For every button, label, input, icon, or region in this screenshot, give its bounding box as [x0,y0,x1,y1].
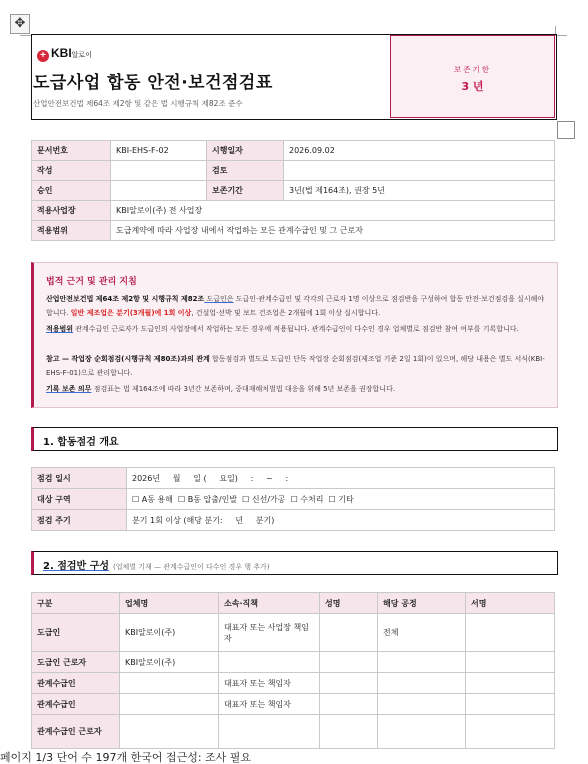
retention-box [390,35,555,118]
site-label: 적용사업장 [32,201,111,221]
table-row [32,614,555,652]
site-value[interactable]: KBI알로이(주) 전 사업장 [111,201,555,221]
legal-text: , 건설업·선박 및 보트 건조업은 2개월에 1회 이상 실시합니다. [191,309,381,317]
section-2-header [31,551,558,575]
table-cell[interactable] [120,694,219,715]
effective-value[interactable]: 2026.09.02 [284,141,555,161]
retention-value: 3 년 [461,80,484,93]
date-label: 점검 일시 [32,468,127,489]
column-header: 구분 [32,593,120,614]
section-2-title-text: 2. 점검반 구성 [43,561,110,572]
table-cell[interactable]: 대표자 또는 사업장 책임자 [219,614,320,652]
legal-paragraph-2 [46,322,547,336]
period-value[interactable]: 3년(법 제164조), 권장 5년 [284,181,555,201]
status-bar: 페이지 1/3 단어 수 197개 한국어 접근성: 조사 필요 [0,749,588,764]
company-logo: + KBI알로이 [37,46,92,62]
column-header: 업체명 [120,593,219,614]
table-row [32,715,555,749]
section-2-note: (업체별 기재 — 관계수급인이 다수인 경우 행 추가) [113,563,270,571]
table-cell[interactable]: KBI알로이(주) [120,614,219,652]
table-row [32,694,555,715]
legal-highlight: 일반 제조업은 분기(3개월)에 1회 이상 [70,309,192,317]
row-label: 관계수급인 [32,694,120,715]
table-row [32,201,555,221]
writer-label: 작성 [32,161,111,181]
table-cell[interactable] [320,652,378,673]
legal-ref: 참고 — 작업장 순회점검(시행규칙 제80조)과의 관계 [46,355,210,363]
writer-value[interactable] [111,161,207,181]
area-label: 대상 구역 [32,489,127,510]
table-cell[interactable] [378,715,466,749]
table-row [32,468,555,489]
column-header: 서명 [466,593,555,614]
inspection-team-table [31,592,555,749]
table-row [32,161,555,181]
table-cell[interactable] [320,673,378,694]
table-row [32,510,555,531]
document-subtitle: 산업안전보건법 제64조 제2항 및 같은 법 시행규칙 제82조 준수 [33,99,243,108]
column-header: 소속·직책 [219,593,320,614]
review-value[interactable] [284,161,555,181]
section-1-header [31,427,558,451]
overview-table [31,467,555,531]
approve-value[interactable] [111,181,207,201]
cycle-label: 점검 주기 [32,510,127,531]
table-cell[interactable] [320,694,378,715]
table-row [32,489,555,510]
table-row [32,141,555,161]
legal-text: 도급인·관계수급인 및 각각의 근로자 1명 이상으로 점검반을 구성하여 합동 안전·보건점검을 실시해야 합니다. [46,295,545,317]
period-label: 보존기간 [207,181,284,201]
row-label: 도급인 [32,614,120,652]
table-row [32,652,555,673]
column-header: 성명 [320,593,378,614]
review-label: 검토 [207,161,284,181]
table-cell[interactable] [120,673,219,694]
legal-title: 법적 근거 및 관리 지침 [46,277,137,287]
legal-text: 관계수급인 근로자가 도급인의 사업장에서 작업하는 모든 경우에 적용됩니다. 관계수급인이 다수인 경우 업체별로 점검반 참여 여부를 기록합니다. [73,325,519,333]
legal-paragraph-1 [46,292,547,320]
table-resize-handle[interactable] [557,121,575,139]
legal-paragraph-3 [46,352,547,380]
table-move-handle-icon[interactable]: ✥ [10,14,30,34]
table-cell[interactable] [378,694,466,715]
section-2-title [43,557,270,572]
section-1-title: 1. 합동점검 개요 [43,437,119,448]
table-cell[interactable] [378,652,466,673]
table-cell[interactable] [466,715,555,749]
table-cell[interactable]: 대표자 또는 책임자 [219,694,320,715]
effective-label: 시행일자 [207,141,284,161]
table-cell[interactable] [466,673,555,694]
doc-no-value[interactable]: KBI-EHS-F-02 [111,141,207,161]
doc-no-label: 문서번호 [32,141,111,161]
margin-mark-left [20,35,31,36]
table-cell[interactable] [378,673,466,694]
table-cell[interactable] [320,614,378,652]
column-header: 해당 공정 [378,593,466,614]
table-row [32,181,555,201]
approve-label: 승인 [32,181,111,201]
legal-text: 점검표는 법 제164조에 따라 3년간 보존하며, 중대재해처벌법 대응을 위해 5년 보존을 권장합니다. [91,385,396,393]
table-row [32,221,555,241]
table-cell[interactable] [466,694,555,715]
table-cell[interactable]: 전체 [378,614,466,652]
document-title: 도급사업 합동 안전·보건점검표 [33,73,273,93]
table-header-row [32,593,555,614]
legal-text: 합동점검과 별도로 도급인 단독 작업장 순회점검(제조업 기준 2일 1회)이 있으며, 해당 내용은 별도 서식(KBI-EHS-F-01)으로 관리합니다. [46,355,545,377]
table-cell[interactable]: 대표자 또는 책임자 [219,673,320,694]
table-cell[interactable]: KBI알로이(주) [120,652,219,673]
table-cell[interactable] [320,715,378,749]
table-cell[interactable] [466,614,555,652]
legal-ref: 산업안전보건법 제64조 제2항 및 시행규칙 제82조 [46,295,205,303]
scope-label: 적용범위 [32,221,111,241]
area-checkboxes[interactable]: ☐ A동 용해 ☐ B동 압출/인발 ☐ 신선/가공 ☐ 수처리 ☐ 기타 [127,489,555,510]
cycle-value[interactable]: 분기 1회 이상 (해당 분기: 년 분기) [127,510,555,531]
scope-value[interactable]: 도급계약에 따라 사업장 내에서 작업하는 모든 관계수급인 및 그 근로자 [111,221,555,241]
legal-ref: 기록 보존 의무 [46,385,92,393]
table-cell[interactable] [219,652,320,673]
date-value[interactable]: 2026년 월 일 ( 요일) : ~ : [127,468,555,489]
logo-plus-icon: + [37,50,49,62]
table-cell[interactable] [219,715,320,749]
legal-text: 도급인은 [204,295,234,303]
row-label: 관계수급인 근로자 [32,715,120,749]
row-label: 관계수급인 [32,673,120,694]
table-cell[interactable] [466,652,555,673]
legal-guidance-box [31,262,558,408]
retention-label: 보존기한 [454,65,491,74]
row-label: 도급인 근로자 [32,652,120,673]
legal-ref: 적용범위 [46,325,74,333]
document-info-table [31,140,555,241]
table-cell[interactable] [120,715,219,749]
table-row [32,673,555,694]
legal-paragraph-4 [46,382,547,396]
